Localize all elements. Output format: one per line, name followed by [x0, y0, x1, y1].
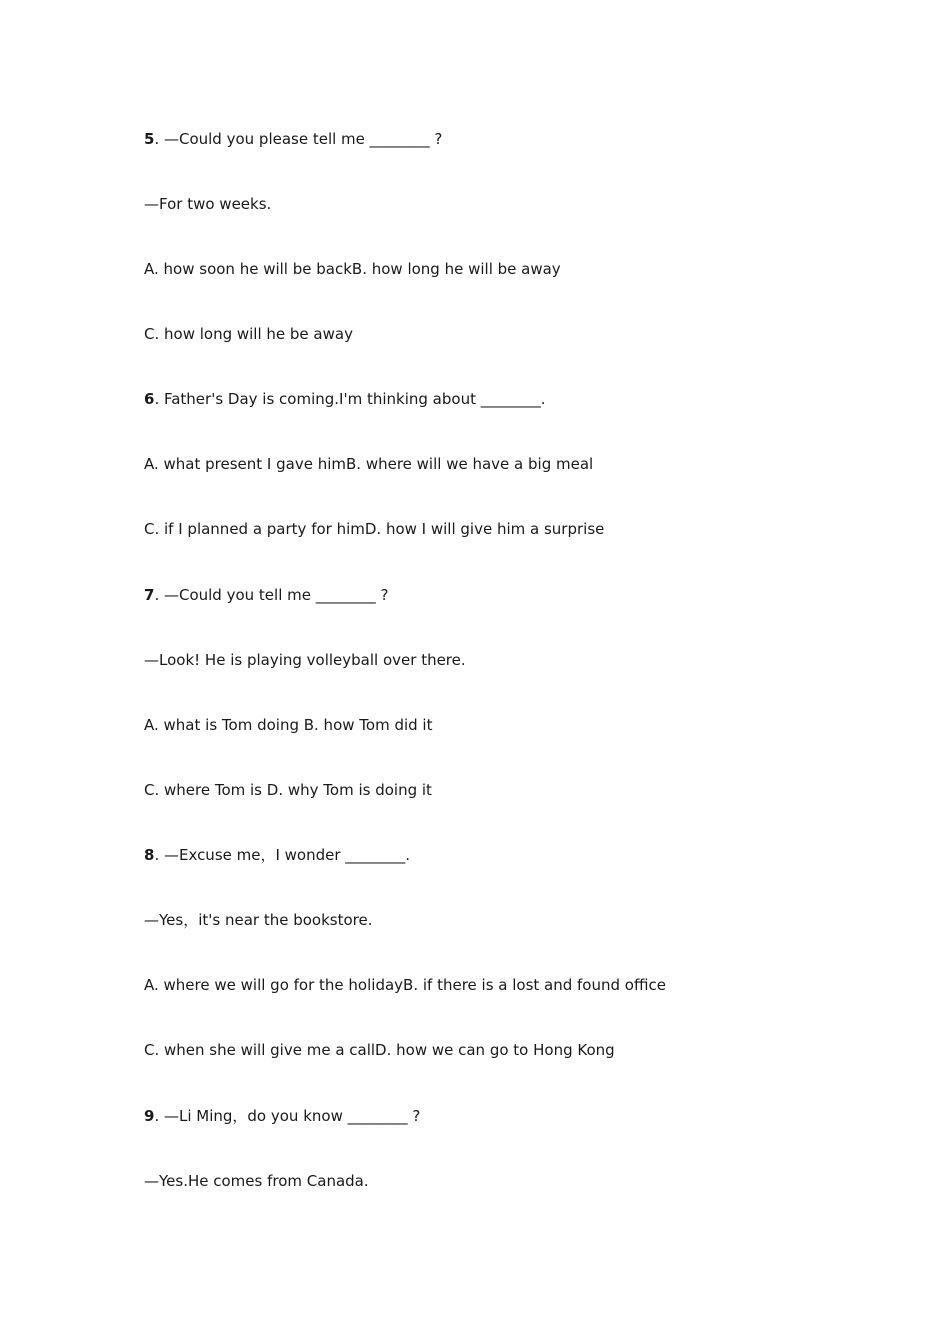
question-number: 5: [144, 130, 155, 148]
question-5-answer-line: —For two weeks.: [144, 195, 272, 213]
question-text: . —Excuse me，I wonder ________.: [154, 846, 411, 864]
question-8-options-cd: C. when she will give me a callD. how we can go to Hong Kong: [144, 1041, 615, 1059]
question-5-options-ab: A. how soon he will be backB. how long he will be away: [144, 260, 561, 278]
question-9-answer-line: —Yes.He comes from Canada.: [144, 1172, 369, 1190]
question-7-options-cd: C. where Tom is D. why Tom is doing it: [144, 781, 432, 799]
question-6-options-cd: C. if I planned a party for himD. how I will give him a surprise: [144, 520, 605, 538]
question-number: 8: [144, 846, 155, 864]
question-number: 6: [144, 390, 155, 408]
question-8-options-ab: A. where we will go for the holidayB. if there is a lost and found office: [144, 976, 666, 994]
question-number: 9: [144, 1107, 155, 1125]
question-7-answer-line: —Look! He is playing volleyball over there.: [144, 651, 466, 669]
question-7-options-ab: A. what is Tom doing B. how Tom did it: [144, 716, 433, 734]
question-text: . —Could you please tell me ________ ?: [154, 130, 443, 148]
question-6-options-ab: A. what present I gave himB. where will we have a big meal: [144, 455, 594, 473]
question-9-stem: [144, 1106, 420, 1126]
question-text: . —Li Ming，do you know ________ ?: [154, 1107, 421, 1125]
question-8-stem: [144, 845, 410, 865]
question-text: . Father's Day is coming.I'm thinking about ________.: [154, 390, 546, 408]
question-text: . —Could you tell me ________ ?: [154, 586, 389, 604]
question-5-stem: [144, 129, 442, 149]
question-number: 7: [144, 586, 155, 604]
question-8-answer-line: —Yes，it's near the bookstore.: [144, 911, 373, 929]
question-6-stem: [144, 389, 546, 409]
question-7-stem: [144, 585, 388, 605]
question-5-options-c: C. how long will he be away: [144, 325, 353, 343]
